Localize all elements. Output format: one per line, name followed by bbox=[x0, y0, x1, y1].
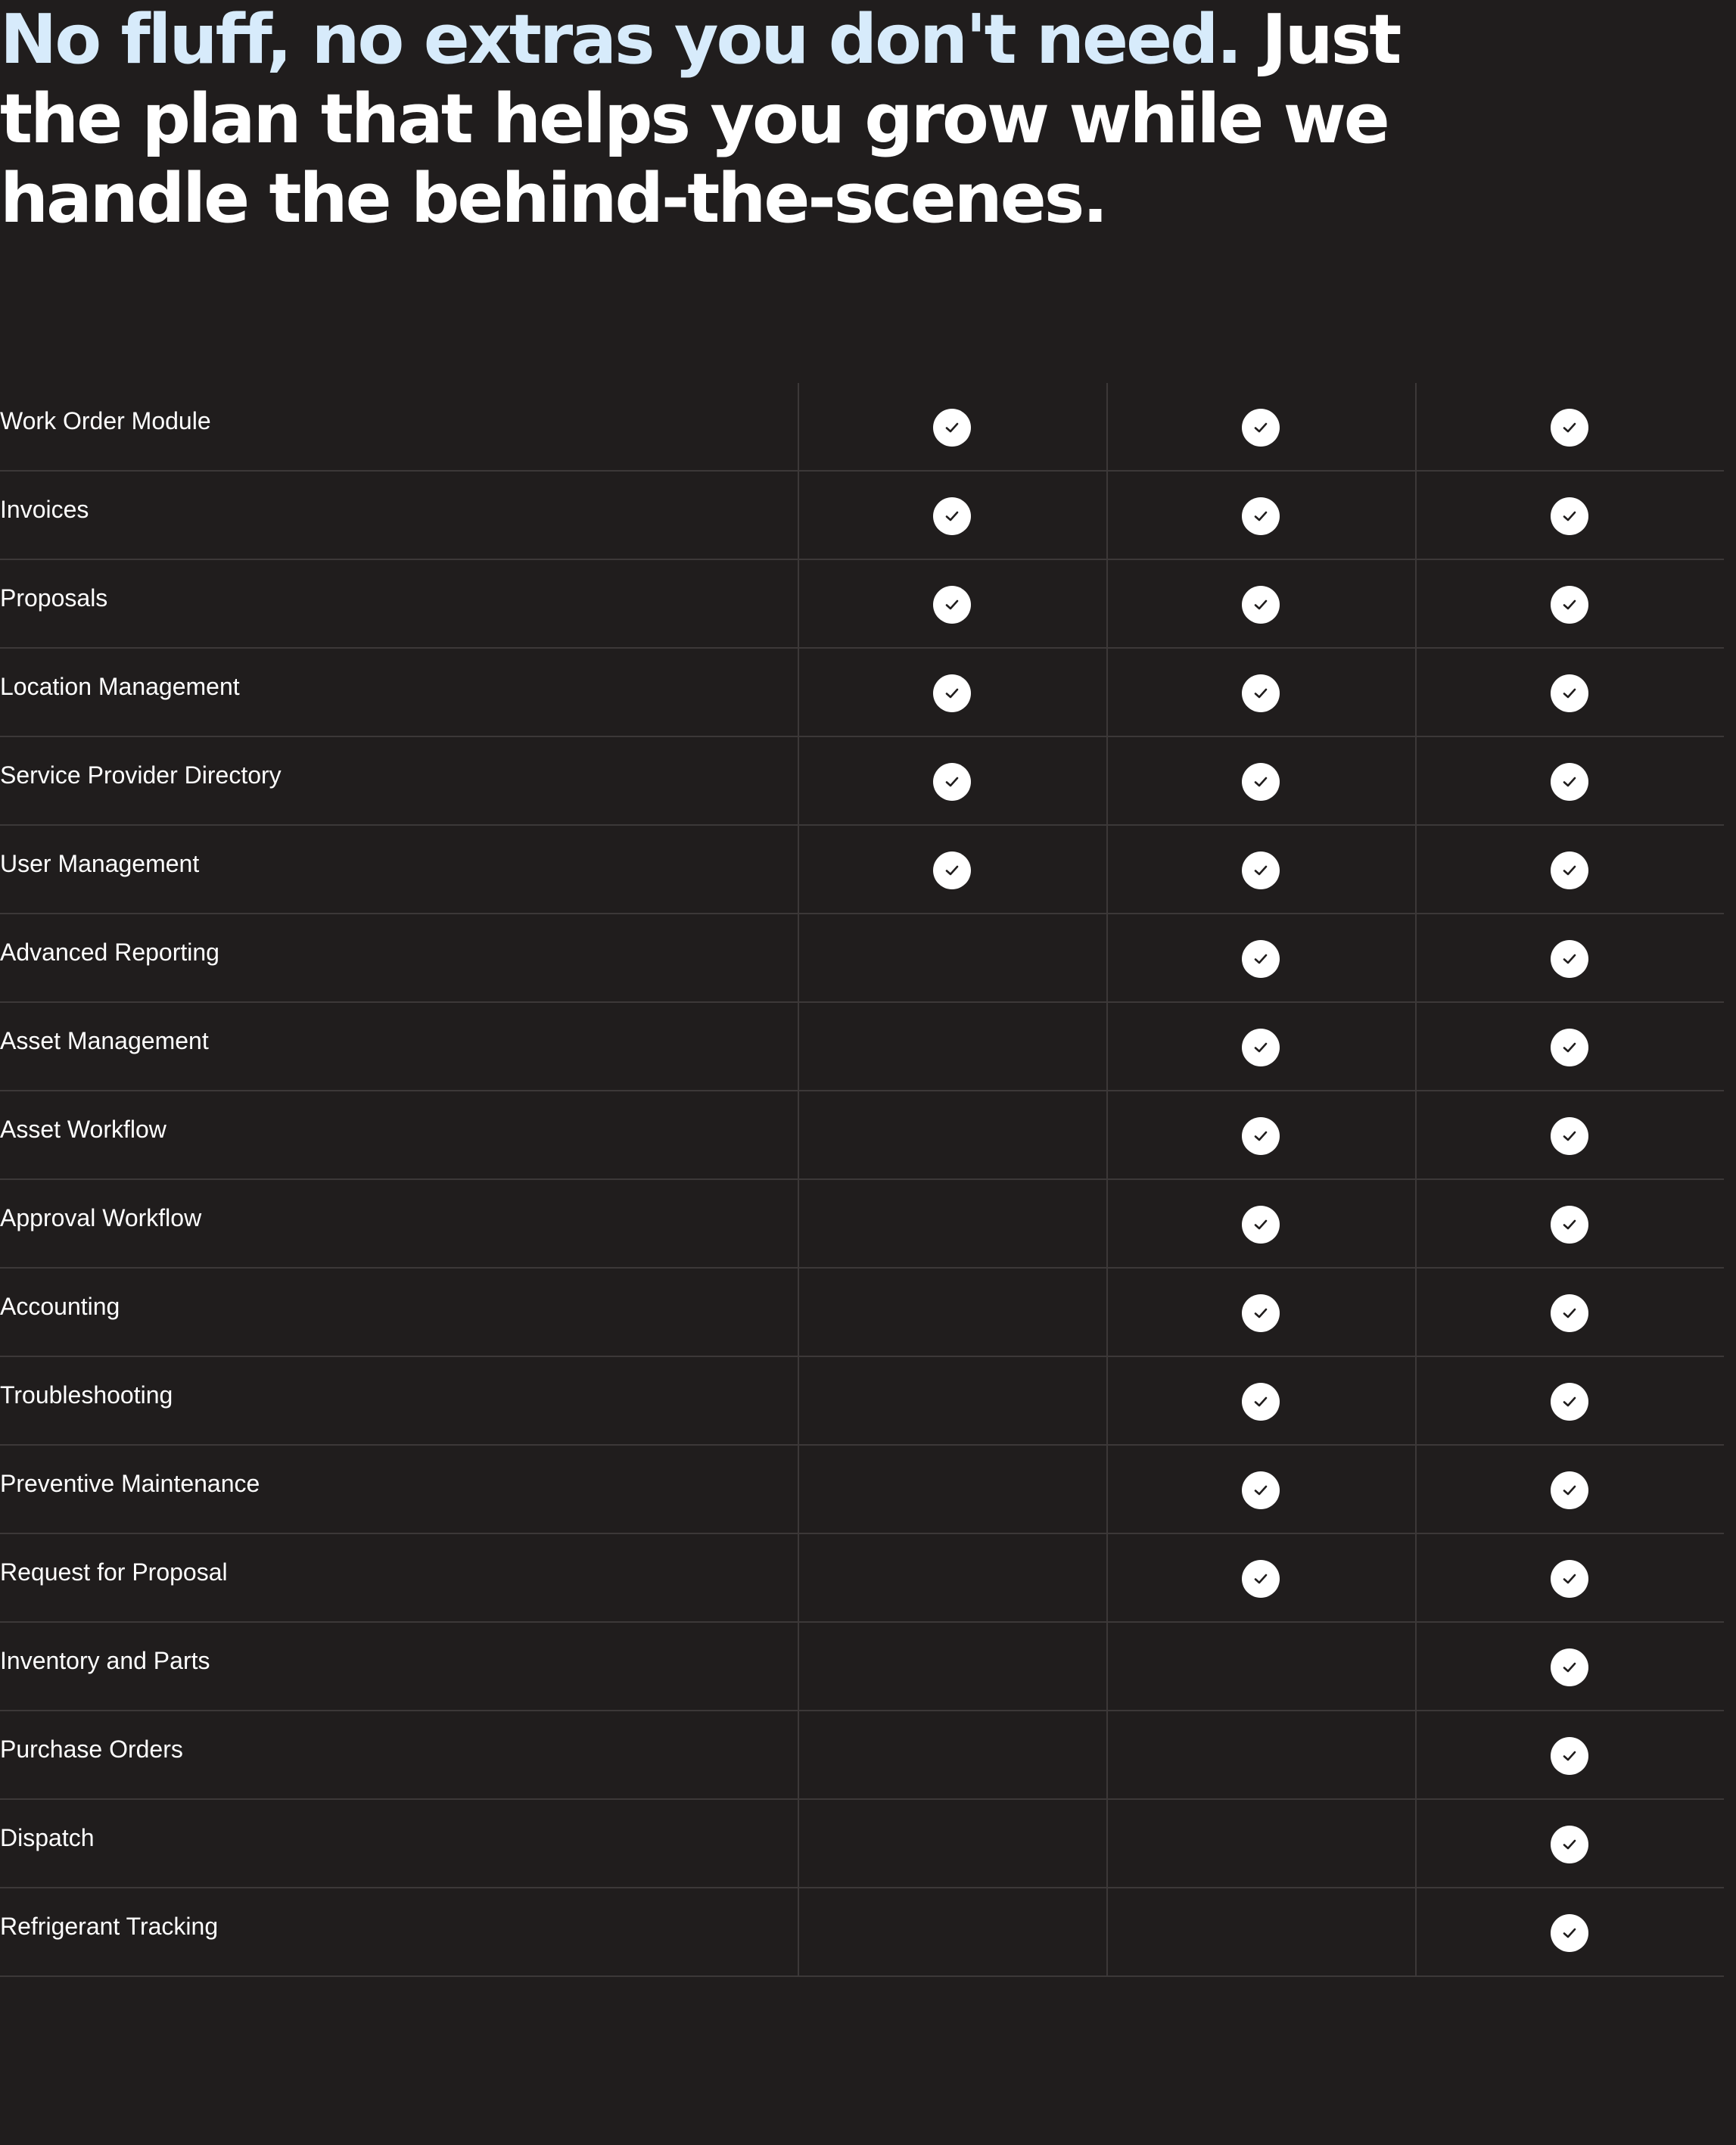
check-circle-icon bbox=[1242, 940, 1280, 978]
table-row bbox=[0, 1711, 1724, 1800]
check-circle-icon bbox=[1242, 1029, 1280, 1066]
feature-label: Proposals bbox=[0, 584, 108, 612]
table-row bbox=[0, 560, 1724, 649]
table-row bbox=[0, 737, 1724, 826]
table-row bbox=[0, 649, 1724, 737]
table-row bbox=[0, 1623, 1724, 1711]
headline-accent: No fluff, no extras you don't need. bbox=[0, 0, 1240, 79]
feature-label: Approval Workflow bbox=[0, 1204, 202, 1231]
table-row bbox=[0, 826, 1724, 914]
table-row bbox=[0, 1091, 1724, 1180]
feature-label: Advanced Reporting bbox=[0, 939, 219, 966]
headline-rest: Just the plan that helps you grow while we handle the behind-the-scenes. bbox=[0, 0, 1400, 238]
check-circle-icon bbox=[1551, 1648, 1588, 1686]
check-circle-icon bbox=[1551, 1206, 1588, 1244]
check-circle-icon bbox=[1551, 940, 1588, 978]
check-circle-icon bbox=[933, 674, 971, 712]
feature-label: Accounting bbox=[0, 1293, 120, 1320]
check-circle-icon bbox=[1242, 409, 1280, 447]
check-circle-icon bbox=[1551, 1471, 1588, 1509]
check-circle-icon bbox=[1551, 1737, 1588, 1775]
check-circle-icon bbox=[933, 409, 971, 447]
check-circle-icon bbox=[1242, 1383, 1280, 1421]
check-circle-icon bbox=[1242, 763, 1280, 801]
check-circle-icon bbox=[1551, 1914, 1588, 1952]
feature-label: User Management bbox=[0, 850, 200, 877]
table-row bbox=[0, 1800, 1724, 1888]
feature-label: Refrigerant Tracking bbox=[0, 1913, 219, 1940]
check-circle-icon bbox=[933, 851, 971, 889]
feature-label: Invoices bbox=[0, 496, 89, 523]
check-circle-icon bbox=[1242, 851, 1280, 889]
check-circle-icon bbox=[1551, 409, 1588, 447]
feature-label: Purchase Orders bbox=[0, 1736, 183, 1763]
check-circle-icon bbox=[1242, 1117, 1280, 1155]
table-row bbox=[0, 1180, 1724, 1269]
table-row bbox=[0, 1534, 1724, 1623]
table-row bbox=[0, 1003, 1724, 1091]
feature-label: Work Order Module bbox=[0, 407, 211, 434]
check-circle-icon bbox=[1551, 851, 1588, 889]
page-headline bbox=[0, 0, 1514, 238]
table-row bbox=[0, 383, 1724, 472]
feature-label: Asset Workflow bbox=[0, 1116, 166, 1143]
feature-label: Inventory and Parts bbox=[0, 1647, 210, 1674]
row-divider bbox=[0, 1975, 1724, 1977]
feature-label: Service Provider Directory bbox=[0, 761, 282, 789]
check-circle-icon bbox=[933, 763, 971, 801]
table-row bbox=[0, 1269, 1724, 1357]
check-circle-icon bbox=[1551, 497, 1588, 535]
check-circle-icon bbox=[1551, 1294, 1588, 1332]
check-circle-icon bbox=[1551, 586, 1588, 624]
check-circle-icon bbox=[1551, 1826, 1588, 1863]
check-circle-icon bbox=[1551, 1560, 1588, 1598]
check-circle-icon bbox=[1242, 1471, 1280, 1509]
check-circle-icon bbox=[1242, 1206, 1280, 1244]
check-circle-icon bbox=[1242, 586, 1280, 624]
check-circle-icon bbox=[933, 497, 971, 535]
table-row bbox=[0, 472, 1724, 560]
table-row bbox=[0, 1446, 1724, 1534]
feature-label: Asset Management bbox=[0, 1027, 209, 1054]
check-circle-icon bbox=[1242, 1560, 1280, 1598]
check-circle-icon bbox=[1242, 1294, 1280, 1332]
feature-label: Request for Proposal bbox=[0, 1558, 228, 1586]
table-row bbox=[0, 1357, 1724, 1446]
feature-comparison-table bbox=[0, 383, 1724, 1975]
feature-label: Dispatch bbox=[0, 1824, 95, 1851]
check-circle-icon bbox=[1242, 674, 1280, 712]
table-row bbox=[0, 914, 1724, 1003]
check-circle-icon bbox=[1551, 763, 1588, 801]
check-circle-icon bbox=[1551, 674, 1588, 712]
feature-label: Troubleshooting bbox=[0, 1381, 173, 1409]
feature-label: Preventive Maintenance bbox=[0, 1470, 260, 1497]
check-circle-icon bbox=[1551, 1117, 1588, 1155]
feature-label: Location Management bbox=[0, 673, 240, 700]
check-circle-icon bbox=[1242, 497, 1280, 535]
table-row bbox=[0, 1888, 1724, 1977]
check-circle-icon bbox=[1551, 1029, 1588, 1066]
check-circle-icon bbox=[1551, 1383, 1588, 1421]
check-circle-icon bbox=[933, 586, 971, 624]
